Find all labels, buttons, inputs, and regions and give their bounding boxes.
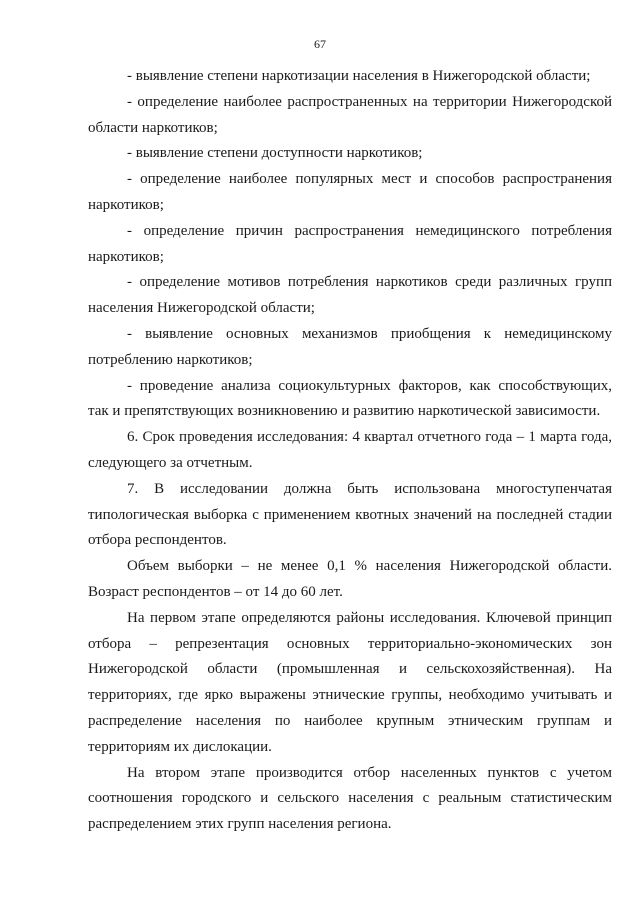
paragraph-bullet-mechanisms: - выявление основных механизмов приобщения к немедицинскому потреблению наркотиков; <box>88 325 612 368</box>
paragraph-bullet-narcotization: - выявление степени наркотизации населения в Нижегородской области; <box>127 68 591 84</box>
paragraph-bullet-common-drugs: - определение наиболее распространенных на территории Нижегородской области наркотиков; <box>88 93 612 136</box>
paragraph-first-stage: На первом этапе определяются районы исследования. Ключевой принцип отбора – репрезентация основных территориально-экономических зон Нижегородской области (промышленная и сельскохозяйственная). На территориях, где ярко выражены этнические группы, необходимо учитывать и распределение населения по наиболее крупным этническим группам и территориям их дислокации. <box>88 609 612 755</box>
page-number: 67 <box>314 37 326 51</box>
paragraph-sampling-method: 7. В исследовании должна быть использована многоступенчатая типологическая выборка с применением квотных значений на последней стадии отбора респондентов. <box>88 480 612 549</box>
paragraph-second-stage: На втором этапе производится отбор населенных пунктов с учетом соотношения городского и сельского населения с реальным статистическим распределением этих групп населения региона. <box>88 764 612 833</box>
paragraph-bullet-motives: - определение мотивов потребления наркотиков среди различных групп населения Нижегородской области; <box>88 274 612 317</box>
paragraph-bullet-sociocultural-factors: - проведение анализа социокультурных факторов, как способствующих, так и препятствующих возникновению и развитию наркотической зависимости. <box>88 377 612 420</box>
paragraph-bullet-distribution-places: - определение наиболее популярных мест и способов распространения наркотиков; <box>88 171 612 213</box>
paragraph-study-period: 6. Срок проведения исследования: 4 квартал отчетного года – 1 марта года, следующего за отчетным. <box>88 429 612 471</box>
paragraph-bullet-causes: - определение причин распространения немедицинского потребления наркотиков; <box>88 222 612 265</box>
paragraph-sample-size: Объем выборки – не менее 0,1 % населения Нижегородской области. Возраст респондентов – от 14 до 60 лет. <box>88 558 612 600</box>
paragraph-bullet-availability: - выявление степени доступности наркотиков; <box>127 145 423 162</box>
document-body <box>88 64 612 838</box>
